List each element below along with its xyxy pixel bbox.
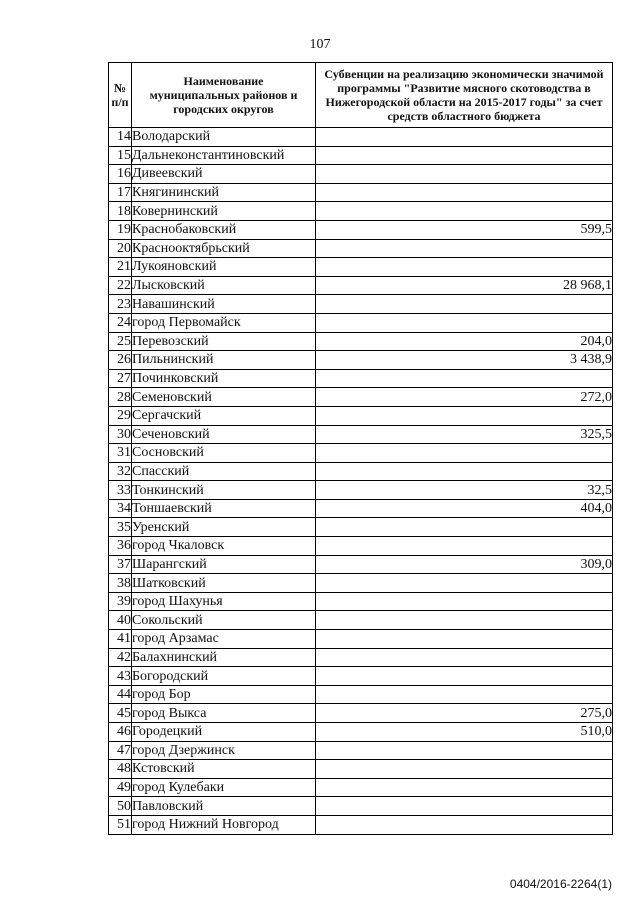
table-row [109,778,613,797]
row-number: 51 [109,815,132,834]
row-number: 36 [109,537,132,556]
row-value [316,444,613,463]
table-row [109,499,613,518]
table-row [109,295,613,314]
row-name: город Шахунья [132,592,316,611]
row-value [316,202,613,221]
row-number: 50 [109,797,132,816]
row-name: Спасский [132,462,316,481]
row-number: 32 [109,462,132,481]
row-number: 21 [109,258,132,277]
table-row [109,685,613,704]
row-number: 30 [109,425,132,444]
row-name: Сокольский [132,611,316,630]
row-name: Дивеевский [132,165,316,184]
row-number: 27 [109,369,132,388]
row-name: Тоншаевский [132,499,316,518]
row-name: Лукояновский [132,258,316,277]
table-row [109,704,613,723]
row-number: 15 [109,146,132,165]
row-name: Уренский [132,518,316,537]
table-row [109,220,613,239]
row-name: город Первомайск [132,313,316,332]
row-number: 16 [109,165,132,184]
row-number: 24 [109,313,132,332]
row-number: 43 [109,667,132,686]
table-row [109,369,613,388]
row-name: Кстовский [132,760,316,779]
row-number: 25 [109,332,132,351]
row-name: Шарангский [132,555,316,574]
row-value: 404,0 [316,499,613,518]
row-number: 39 [109,592,132,611]
table-row [109,276,613,295]
row-value [316,128,613,147]
row-name: Сергачский [132,406,316,425]
table-row [109,202,613,221]
row-number: 19 [109,220,132,239]
row-value [316,648,613,667]
table-row [109,258,613,277]
table-row [109,574,613,593]
header-name: Наименование муниципальных районов и городских округов [132,63,316,128]
row-value [316,518,613,537]
row-value: 32,5 [316,481,613,500]
table-row [109,797,613,816]
table-row [109,332,613,351]
row-value [316,462,613,481]
row-name: Сосновский [132,444,316,463]
row-number: 38 [109,574,132,593]
row-value [316,313,613,332]
row-name: Княгининский [132,183,316,202]
row-value [316,667,613,686]
row-value [316,165,613,184]
row-value: 3 438,9 [316,351,613,370]
table-row [109,165,613,184]
table-row [109,128,613,147]
row-value [316,760,613,779]
row-name: Дальнеконстантиновский [132,146,316,165]
row-name: Шатковский [132,574,316,593]
table-row [109,146,613,165]
row-name: город Выкса [132,704,316,723]
row-number: 23 [109,295,132,314]
row-value: 272,0 [316,388,613,407]
row-number: 49 [109,778,132,797]
row-number: 18 [109,202,132,221]
row-value [316,239,613,258]
row-number: 33 [109,481,132,500]
table-row [109,518,613,537]
row-value [316,146,613,165]
row-name: Навашинский [132,295,316,314]
table-row [109,351,613,370]
row-name: Богородский [132,667,316,686]
row-number: 17 [109,183,132,202]
row-name: город Кулебаки [132,778,316,797]
row-value: 204,0 [316,332,613,351]
row-name: Ковернинский [132,202,316,221]
row-number: 14 [109,128,132,147]
row-name: город Нижний Новгород [132,815,316,834]
row-number: 42 [109,648,132,667]
row-number: 26 [109,351,132,370]
row-value: 599,5 [316,220,613,239]
row-value [316,258,613,277]
row-value [316,630,613,649]
row-name: город Арзамас [132,630,316,649]
table-body [109,128,613,835]
row-value: 510,0 [316,723,613,742]
table-row [109,555,613,574]
table-row [109,760,613,779]
table-row [109,592,613,611]
table-row [109,648,613,667]
row-value [316,406,613,425]
row-number: 41 [109,630,132,649]
table-row [109,815,613,834]
row-value [316,537,613,556]
row-name: Тонкинский [132,481,316,500]
table-header-row [109,63,613,128]
table-row [109,425,613,444]
row-number: 48 [109,760,132,779]
row-value: 309,0 [316,555,613,574]
row-value: 275,0 [316,704,613,723]
row-name: Володарский [132,128,316,147]
row-number: 35 [109,518,132,537]
table-row [109,239,613,258]
row-value: 325,5 [316,425,613,444]
row-name: Починковский [132,369,316,388]
table-row [109,667,613,686]
row-value [316,369,613,388]
row-name: Городецкий [132,723,316,742]
row-number: 44 [109,685,132,704]
row-name: Балахнинский [132,648,316,667]
row-value [316,611,613,630]
row-value [316,797,613,816]
table-row [109,723,613,742]
row-value [316,183,613,202]
row-name: Краснобаковский [132,220,316,239]
table-row [109,183,613,202]
table-row [109,462,613,481]
row-value [316,592,613,611]
subvention-table [108,62,613,835]
table-row [109,611,613,630]
row-number: 22 [109,276,132,295]
row-number: 45 [109,704,132,723]
row-value [316,574,613,593]
row-number: 46 [109,723,132,742]
row-name: город Дзержинск [132,741,316,760]
table-row [109,537,613,556]
document-code: 0404/2016-2264(1) [509,877,612,891]
table-row [109,388,613,407]
header-num: № п/п [109,63,132,128]
row-name: город Чкаловск [132,537,316,556]
row-name: Пильнинский [132,351,316,370]
row-name: Семеновский [132,388,316,407]
table-row [109,481,613,500]
table-row [109,741,613,760]
table-row [109,406,613,425]
row-number: 47 [109,741,132,760]
row-name: город Бор [132,685,316,704]
row-name: Лысковский [132,276,316,295]
row-name: Краснооктябрьский [132,239,316,258]
table-row [109,630,613,649]
row-value: 28 968,1 [316,276,613,295]
row-name: Павловский [132,797,316,816]
table-row [109,313,613,332]
row-name: Перевозский [132,332,316,351]
row-value [316,685,613,704]
row-name: Сеченовский [132,425,316,444]
table-row [109,444,613,463]
row-number: 31 [109,444,132,463]
page-number: 107 [309,37,331,52]
row-number: 20 [109,239,132,258]
row-number: 28 [109,388,132,407]
row-number: 29 [109,406,132,425]
row-number: 40 [109,611,132,630]
row-value [316,295,613,314]
row-value [316,815,613,834]
header-value: Субвенции на реализацию экономически значимой программы "Развитие мясного скотоводства в Нижегородской области на 2015-2017 годы" за счет средств областного бюджета [316,63,613,128]
row-number: 37 [109,555,132,574]
row-number: 34 [109,499,132,518]
row-value [316,741,613,760]
row-value [316,778,613,797]
